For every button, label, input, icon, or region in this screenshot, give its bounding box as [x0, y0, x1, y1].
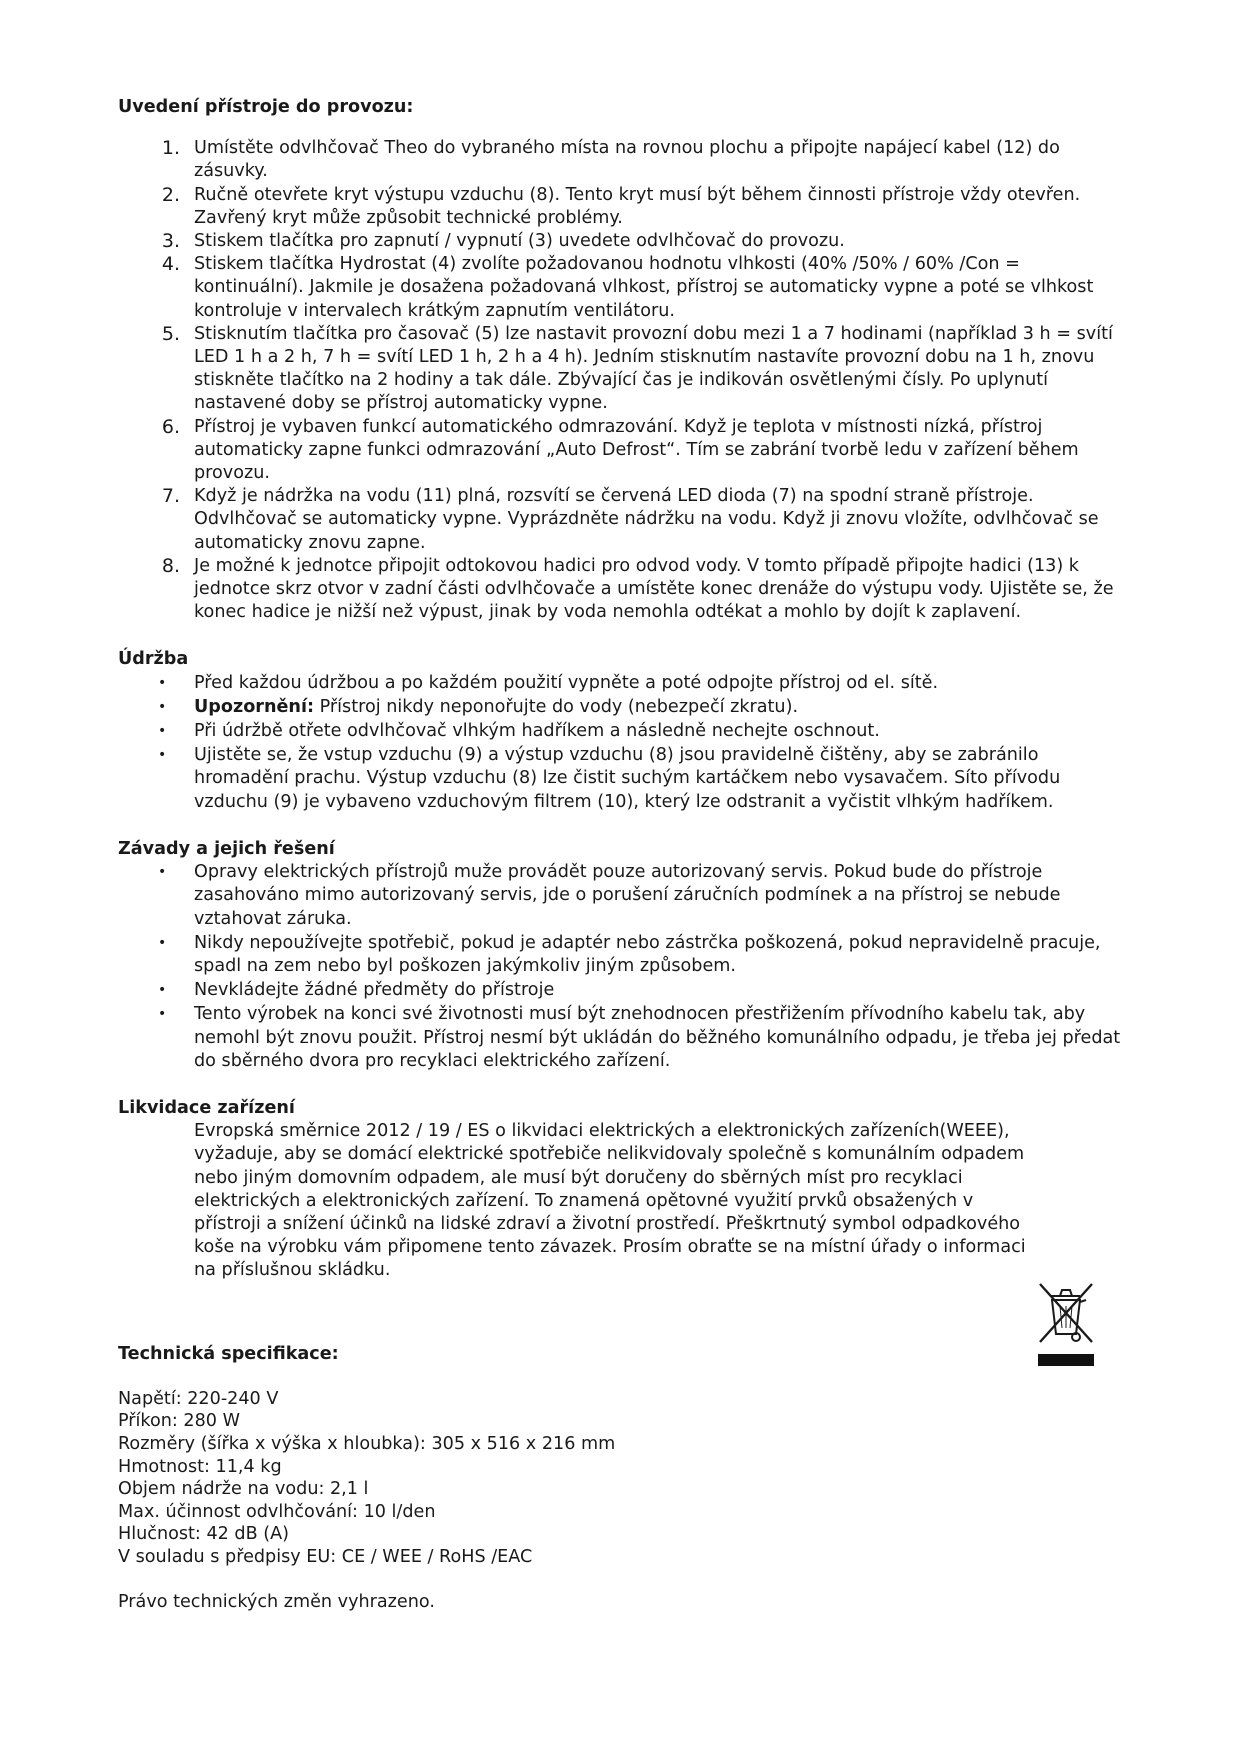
list-item	[118, 184, 1128, 230]
bullet-icon: •	[158, 1006, 167, 1023]
step-number: 4.	[161, 253, 180, 276]
list-item-text: Tento výrobek na konci své životnosti musí být znehodnocen přestřižením přívodního kabelu tak, aby nemohl být znovu použit. Přístroj nesmí být ukládán do běžného komunálního odpadu, je třeba jej předat do sběrného dvora pro recyklaci elektrického zařízení.	[194, 1004, 1121, 1071]
list-item-text: Přístroj nikdy neponořujte do vody (nebezpečí zkratu).	[314, 696, 799, 717]
list-item	[118, 485, 1128, 555]
list-item-text: Nevkládejte žádné předměty do přístroje	[194, 980, 555, 1001]
list-item	[118, 696, 1128, 719]
list-item	[118, 555, 1128, 625]
step-number: 8.	[161, 554, 180, 577]
spec-line: Rozměry (šířka x výška x hloubka): 305 x 516 x 216 mm	[118, 1433, 616, 1454]
list-item	[118, 932, 1128, 978]
list-item	[118, 137, 1128, 183]
list-item	[118, 1003, 1128, 1073]
list-item	[118, 720, 1128, 743]
list-item	[118, 323, 1128, 416]
spec-line: V souladu s předpisy EU: CE / WEE / RoHS /EAC	[118, 1546, 533, 1567]
section-heading-likvidace: Likvidace zařízení	[118, 1097, 295, 1118]
step-number: 6.	[161, 415, 180, 438]
spec-list	[118, 1388, 1128, 1569]
step-text: Stisknutím tlačítka pro časovač (5) lze nastavit provozní dobu mezi 1 a 7 hodinami (například 3 h = svítí LED 1 h a 2 h, 7 h = svítí LED 1 h, 2 h a 4 h). Jedním stisknutím nastavíte provozní dobu na 1 h, znovu stiskněte tlačítko na 2 hodiny a tak dále. Zbývající čas je indikován osvětlenými čísly. Po uplynutí nastavené doby se přístroj automaticky vypne.	[194, 323, 1113, 414]
list-item	[118, 672, 1128, 695]
step-text: Stiskem tlačítka Hydrostat (4) zvolíte požadovanou hodnotu vlhkosti (40% /50% / 60% /Con = kontinuální). Jakmile je dosažena požadovaná vlhkost, přístroj se automaticky vypne a poté se vlhkost kontroluje v intervalech krátkým zapnutím ventilátoru.	[194, 254, 1094, 321]
list-item	[118, 979, 1128, 1002]
step-text: Stiskem tlačítka pro zapnutí / vypnutí (3) uvedete odvlhčovač do provozu.	[194, 231, 845, 252]
step-number: 3.	[161, 230, 180, 253]
list-item-text: Opravy elektrických přístrojů muže provádět pouze autorizovaný servis. Pokud bude do přístroje zasahováno mimo autorizovaný servis, jde o porušení záručních podmínek a na přístroj se nebude vztahovat záruka.	[194, 862, 1061, 929]
step-text: Umístěte odvlhčovač Theo do vybraného místa na rovnou plochu a připojte napájecí kabel (12) do zásuvky.	[194, 138, 1060, 182]
spec-line: Příkon: 280 W	[118, 1411, 240, 1432]
section-heading-uvedeni: Uvedení přístroje do provozu:	[118, 97, 414, 117]
warning-label: Upozornění:	[194, 696, 315, 717]
list-item-text: Ujistěte se, že vstup vzduchu (9) a výstup vzduchu (8) jsou pravidelně čištěny, aby se zabránilo hromadění prachu. Výstup vzduchu (8) lze čistit suchým kartáčkem nebo vysavačem. Síto přívodu vzduchu (9) je vybaveno vzduchovým filtrem (10), který lze odstranit a vyčistit vlhkým hadříkem.	[194, 745, 1061, 812]
step-text: Přístroj je vybaven funkcí automatického odmrazování. Když je teplota v místnosti nízká, přístroj automaticky zapne funkci odmrazování „Auto Defrost“. Tím se zabrání tvorbě ledu v zařízení během provozu.	[194, 416, 1079, 484]
crossed-out-wheelie-bin-icon	[1034, 1276, 1098, 1368]
spec-line: Hmotnost: 11,4 kg	[118, 1456, 282, 1477]
step-number: 2.	[161, 183, 180, 206]
section-heading-udrzba: Údržba	[118, 649, 189, 670]
bullet-icon: •	[158, 723, 167, 740]
list-item-text: Při údržbě otřete odvlhčovač vlhkým hadříkem a následně nechejte oschnout.	[194, 721, 880, 742]
bullet-icon: •	[158, 982, 167, 999]
footer-note: Právo technických změn vyhrazeno.	[118, 1591, 435, 1612]
steps-list	[118, 137, 1128, 624]
section-heading-zavady: Závady a jejich řešení	[118, 838, 335, 859]
step-text: Když je nádržka na vodu (11) plná, rozsvítí se červená LED dioda (7) na spodní straně přístroje. Odvlhčovač se automaticky vypne. Vyprázdněte nádržku na vodu. Když ji znovu vložíte, odvlhčovač se automaticky znovu zapne.	[194, 486, 1099, 553]
step-number: 7.	[161, 485, 180, 508]
list-item	[118, 416, 1128, 486]
list-item	[118, 230, 1128, 253]
spec-line: Napětí: 220-240 V	[118, 1388, 279, 1409]
step-text: Ručně otevřete kryt výstupu vzduchu (8). Tento kryt musí být během činnosti přístroje vždy otevřen. Zavřený kryt může způsobit technické problémy.	[194, 184, 1081, 228]
step-number: 1.	[161, 137, 180, 160]
disposal-paragraph: Evropská směrnice 2012 / 19 / ES o likvidaci elektrických a elektronických zařízeních(WEEE), vyžaduje, aby se domácí elektrické spotřebiče nelikvidovaly společně s komunálním odpadem nebo jiným domovním odpadem, ale musí být doručeny do sběrných míst pro recyklaci elektrických a elektronických zařízení. To znamená opětovné využití prvků obsažených v přístroji a snížení účinků na lidské zdraví a životní prostředí. Přeškrtnutý symbol odpadkového koše na výrobku vám připomene tento závazek. Prosím obraťte se na místní úřady o informaci na příslušnou skládku.	[194, 1121, 1026, 1281]
list-item	[118, 253, 1128, 323]
faults-list	[118, 861, 1128, 1073]
bullet-icon: •	[158, 934, 167, 951]
list-item-text: Nikdy nepoužívejte spotřebič, pokud je adaptér nebo zástrčka poškozená, pokud nepravidelně pracuje, spadl na zem nebo byl poškozen jakýmkoliv jiným způsobem.	[194, 932, 1101, 976]
bullet-icon: •	[158, 698, 167, 715]
bullet-icon: •	[158, 674, 167, 691]
list-item	[118, 744, 1128, 814]
spec-line: Hlučnost: 42 dB (A)	[118, 1524, 290, 1545]
spec-line: Objem nádrže na vodu: 2,1 l	[118, 1479, 369, 1500]
bullet-icon: •	[158, 864, 167, 881]
list-item	[118, 861, 1128, 931]
spec-line: Max. účinnost odvlhčování: 10 l/den	[118, 1501, 436, 1522]
step-text: Je možné k jednotce připojit odtokovou hadici pro odvod vody. V tomto případě připojte hadici (13) k jednotce skrz otvor v zadní části odvlhčovače a umístěte konec drenáže do výstupu vody. Ujistěte se, že konec hadice je nižší než výpust, jinak by voda nemohla odtékat a mohlo by dojít k zaplavení.	[194, 555, 1114, 623]
section-heading-spec: Technická specifikace:	[118, 1343, 339, 1364]
list-item-text: Před každou údržbou a po každém použití vypněte a poté odpojte přístroj od el. sítě.	[194, 672, 939, 693]
maintenance-list	[118, 672, 1128, 814]
bullet-icon: •	[158, 747, 167, 764]
document-page	[118, 96, 1128, 1614]
step-number: 5.	[161, 322, 180, 345]
